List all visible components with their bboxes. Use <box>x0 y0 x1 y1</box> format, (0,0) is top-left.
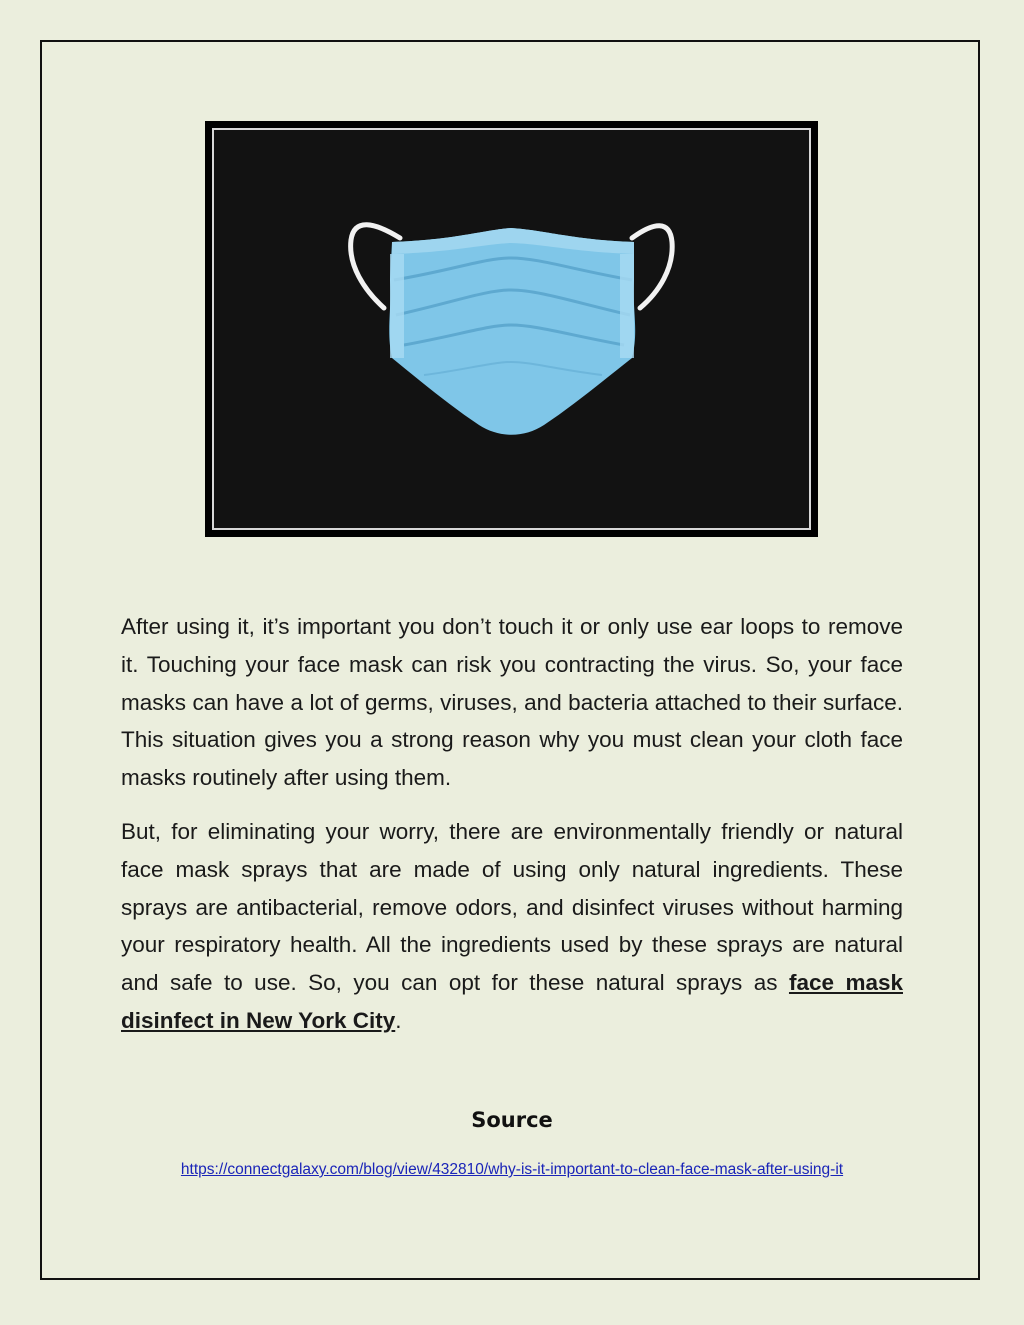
paragraph-2 <box>121 813 903 1040</box>
source-url-link[interactable]: https://connectgalaxy.com/blog/view/432810/why-is-it-important-to-clean-face-mask-after-using-it <box>180 1161 844 1178</box>
face-mask-image <box>214 130 809 528</box>
face-mask-photo <box>212 128 811 530</box>
source-heading: Source <box>471 1108 553 1132</box>
paragraph-2-text: But, for eliminating your worry, there are environmentally friendly or natural face mask sprays that are made of using only natural ingredients. These sprays are antibacterial, remove odors, and disinfect viruses without harming your respiratory health. All the ingredients used by these sprays are natural and safe to use. So, you can opt for these natural sprays as <box>121 818 903 996</box>
face-mask-photo-frame <box>205 121 818 537</box>
paragraph-1: After using it, it’s important you don’t touch it or only use ear loops to remove it. Touching your face mask can risk you contracting the virus. So, your face masks can have a lot of germs, viruses, and bacteria attached to their surface. This situation gives you a strong reason why you must clean your cloth face masks routinely after using them. <box>121 614 903 791</box>
face-mask-disinfect-link[interactable]: face mask disinfect in New York City <box>121 970 903 1033</box>
right-ear-loop <box>632 226 672 308</box>
paragraph-2-end: . <box>395 1007 402 1033</box>
article-body <box>121 608 903 1056</box>
